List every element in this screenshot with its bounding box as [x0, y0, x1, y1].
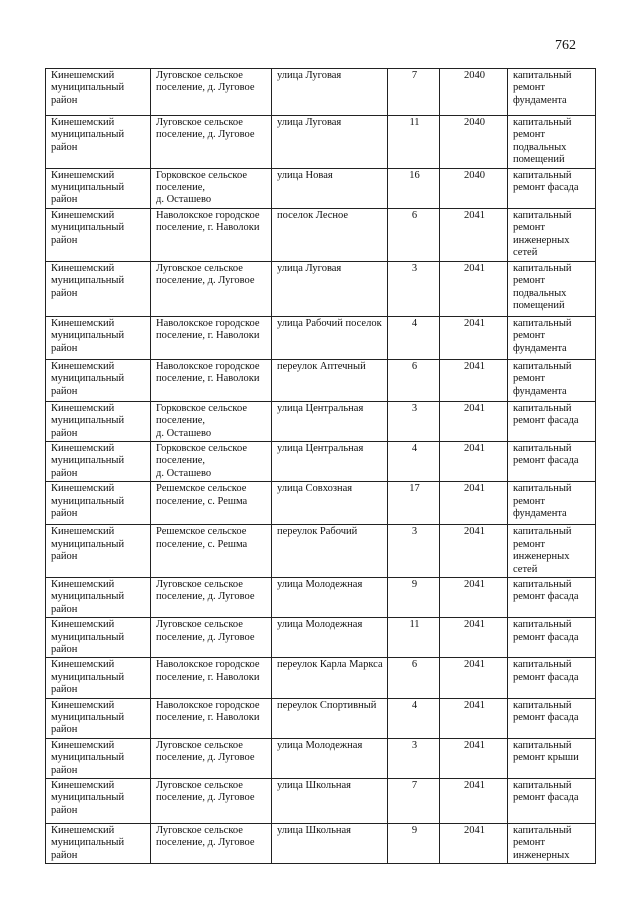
work-type-cell: капитальный ремонт фасада [508, 401, 596, 441]
street-cell: переулок Рабочий [272, 525, 388, 578]
district-cell: Кинешемский муниципальный район [46, 116, 151, 169]
settlement-cell: Луговское сельское поселение, д. Луговое [151, 116, 272, 169]
district-cell: Кинешемский муниципальный район [46, 618, 151, 658]
work-type-cell: капитальный ремонт инженерных сетей [508, 525, 596, 578]
table-row [46, 69, 596, 116]
house-number-cell: 4 [388, 698, 440, 738]
settlement-cell: Луговское сельское поселение, д. Луговое [151, 618, 272, 658]
house-number-cell: 3 [388, 525, 440, 578]
repair-schedule-table [45, 68, 596, 864]
district-cell: Кинешемский муниципальный район [46, 577, 151, 617]
work-type-cell: капитальный ремонт инженерных [508, 824, 596, 864]
street-cell: улица Школьная [272, 779, 388, 824]
work-type-cell: капитальный ремонт фундамента [508, 482, 596, 525]
year-cell: 2041 [440, 779, 508, 824]
house-number-cell: 7 [388, 69, 440, 116]
house-number-cell: 6 [388, 359, 440, 401]
table-row [46, 401, 596, 441]
street-cell: улица Рабочий поселок [272, 316, 388, 359]
district-cell: Кинешемский муниципальный район [46, 401, 151, 441]
house-number-cell: 6 [388, 208, 440, 261]
table-row [46, 738, 596, 778]
street-cell: поселок Лесное [272, 208, 388, 261]
street-cell: улица Совхозная [272, 482, 388, 525]
year-cell: 2041 [440, 401, 508, 441]
work-type-cell: капитальный ремонт фасада [508, 618, 596, 658]
settlement-cell: Луговское сельское поселение, д. Луговое [151, 261, 272, 316]
settlement-cell: Горковское сельское поселение, д. Осташево [151, 168, 272, 208]
settlement-cell: Решемское сельское поселение, с. Решма [151, 482, 272, 525]
house-number-cell: 3 [388, 261, 440, 316]
year-cell: 2040 [440, 116, 508, 169]
work-type-cell: капитальный ремонт крыши [508, 738, 596, 778]
year-cell: 2041 [440, 442, 508, 482]
year-cell: 2041 [440, 359, 508, 401]
house-number-cell: 3 [388, 401, 440, 441]
street-cell: улица Луговая [272, 116, 388, 169]
year-cell: 2041 [440, 208, 508, 261]
table-row [46, 698, 596, 738]
year-cell: 2041 [440, 658, 508, 698]
street-cell: переулок Аптечный [272, 359, 388, 401]
work-type-cell: капитальный ремонт фундамента [508, 69, 596, 116]
table-row [46, 618, 596, 658]
settlement-cell: Наволокское городское поселение, г. Наволоки [151, 359, 272, 401]
work-type-cell: капитальный ремонт подвальных помещений [508, 116, 596, 169]
district-cell: Кинешемский муниципальный район [46, 658, 151, 698]
table-row [46, 577, 596, 617]
house-number-cell: 11 [388, 116, 440, 169]
settlement-cell: Луговское сельское поселение, д. Луговое [151, 577, 272, 617]
work-type-cell: капитальный ремонт фундамента [508, 359, 596, 401]
house-number-cell: 7 [388, 779, 440, 824]
house-number-cell: 9 [388, 824, 440, 864]
table-row [46, 779, 596, 824]
district-cell: Кинешемский муниципальный район [46, 442, 151, 482]
house-number-cell: 6 [388, 658, 440, 698]
table-row [46, 208, 596, 261]
work-type-cell: капитальный ремонт фасада [508, 168, 596, 208]
table-row [46, 658, 596, 698]
settlement-cell: Луговское сельское поселение, д. Луговое [151, 824, 272, 864]
year-cell: 2041 [440, 738, 508, 778]
house-number-cell: 9 [388, 577, 440, 617]
year-cell: 2041 [440, 618, 508, 658]
year-cell: 2041 [440, 698, 508, 738]
work-type-cell: капитальный ремонт подвальных помещений [508, 261, 596, 316]
street-cell: улица Молодежная [272, 738, 388, 778]
street-cell: улица Центральная [272, 442, 388, 482]
settlement-cell: Наволокское городское поселение, г. Наволоки [151, 698, 272, 738]
work-type-cell: капитальный ремонт фасада [508, 577, 596, 617]
district-cell: Кинешемский муниципальный район [46, 316, 151, 359]
year-cell: 2040 [440, 69, 508, 116]
street-cell: улица Молодежная [272, 577, 388, 617]
work-type-cell: капитальный ремонт фасада [508, 779, 596, 824]
house-number-cell: 16 [388, 168, 440, 208]
district-cell: Кинешемский муниципальный район [46, 208, 151, 261]
district-cell: Кинешемский муниципальный район [46, 525, 151, 578]
street-cell: переулок Карла Маркса [272, 658, 388, 698]
house-number-cell: 11 [388, 618, 440, 658]
work-type-cell: капитальный ремонт фасада [508, 698, 596, 738]
table-row [46, 168, 596, 208]
table-row [46, 316, 596, 359]
district-cell: Кинешемский муниципальный район [46, 482, 151, 525]
work-type-cell: капитальный ремонт фасада [508, 658, 596, 698]
district-cell: Кинешемский муниципальный район [46, 738, 151, 778]
table-row [46, 261, 596, 316]
work-type-cell: капитальный ремонт фундамента [508, 316, 596, 359]
house-number-cell: 17 [388, 482, 440, 525]
settlement-cell: Луговское сельское поселение, д. Луговое [151, 738, 272, 778]
district-cell: Кинешемский муниципальный район [46, 359, 151, 401]
year-cell: 2041 [440, 577, 508, 617]
table-row [46, 359, 596, 401]
district-cell: Кинешемский муниципальный район [46, 824, 151, 864]
year-cell: 2040 [440, 168, 508, 208]
street-cell: переулок Спортивный [272, 698, 388, 738]
settlement-cell: Наволокское городское поселение, г. Наволоки [151, 658, 272, 698]
district-cell: Кинешемский муниципальный район [46, 168, 151, 208]
year-cell: 2041 [440, 261, 508, 316]
settlement-cell: Луговское сельское поселение, д. Луговое [151, 779, 272, 824]
street-cell: улица Школьная [272, 824, 388, 864]
house-number-cell: 4 [388, 442, 440, 482]
table-body [46, 69, 596, 864]
street-cell: улица Новая [272, 168, 388, 208]
table-row [46, 824, 596, 864]
district-cell: Кинешемский муниципальный район [46, 261, 151, 316]
street-cell: улица Луговая [272, 261, 388, 316]
settlement-cell: Наволокское городское поселение, г. Наволоки [151, 208, 272, 261]
work-type-cell: капитальный ремонт фасада [508, 442, 596, 482]
house-number-cell: 4 [388, 316, 440, 359]
table-row [46, 482, 596, 525]
settlement-cell: Горковское сельское поселение, д. Осташево [151, 442, 272, 482]
district-cell: Кинешемский муниципальный район [46, 698, 151, 738]
street-cell: улица Молодежная [272, 618, 388, 658]
table-row [46, 116, 596, 169]
work-type-cell: капитальный ремонт инженерных сетей [508, 208, 596, 261]
table-row [46, 525, 596, 578]
settlement-cell: Луговское сельское поселение, д. Луговое [151, 69, 272, 116]
settlement-cell: Решемское сельское поселение, с. Решма [151, 525, 272, 578]
district-cell: Кинешемский муниципальный район [46, 69, 151, 116]
house-number-cell: 3 [388, 738, 440, 778]
year-cell: 2041 [440, 482, 508, 525]
year-cell: 2041 [440, 316, 508, 359]
settlement-cell: Наволокское городское поселение, г. Наволоки [151, 316, 272, 359]
street-cell: улица Луговая [272, 69, 388, 116]
district-cell: Кинешемский муниципальный район [46, 779, 151, 824]
street-cell: улица Центральная [272, 401, 388, 441]
year-cell: 2041 [440, 824, 508, 864]
page-number: 762 [555, 38, 576, 53]
table-row [46, 442, 596, 482]
settlement-cell: Горковское сельское поселение, д. Осташево [151, 401, 272, 441]
year-cell: 2041 [440, 525, 508, 578]
